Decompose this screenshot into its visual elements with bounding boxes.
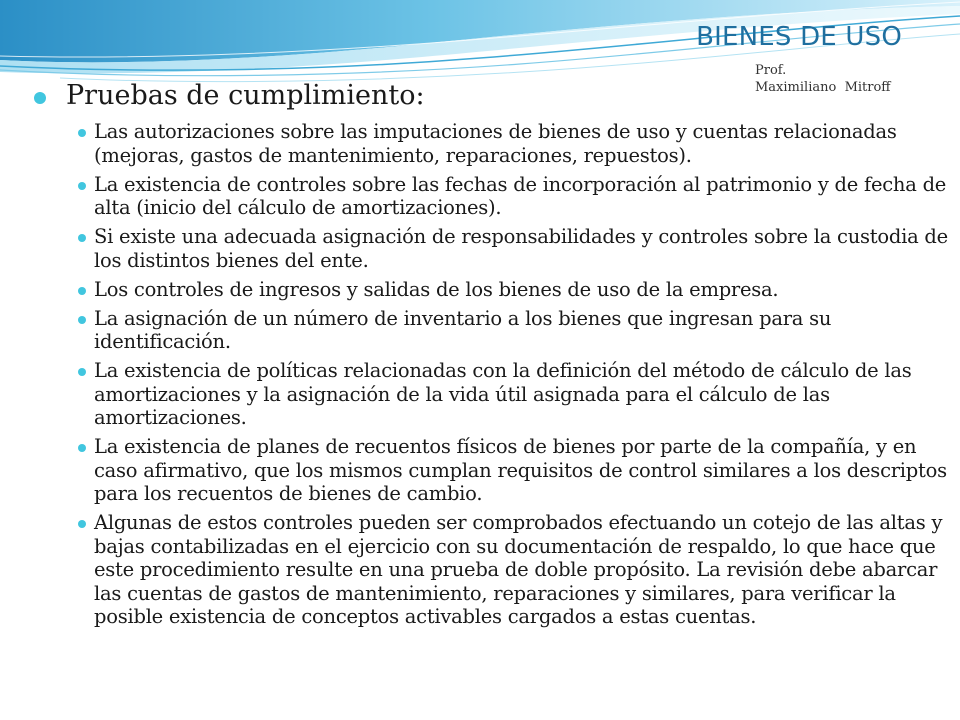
list-item-text: Las autorizaciones sobre las imputaciones de bienes de uso y cuentas relacionadas (mejoras, gastos de mantenimiento, reparaciones, repuestos). — [94, 120, 897, 167]
list-item-text: Algunas de estos controles pueden ser comprobados efectuando un cotejo de las altas y bajas contabilizadas en el ejercicio con su documentación de respaldo, lo que hace que este procedimiento resulte en una prueba de doble propósito. La revisión debe abarcar las cuentas de gastos de mantenimiento, reparaciones y similares, para verificar la posible existencia de conceptos activables cargados a estas cuentas. — [94, 511, 943, 628]
bullet-dot-icon — [78, 444, 86, 452]
list-item — [78, 435, 950, 506]
list-item — [78, 173, 950, 220]
list-item — [78, 359, 950, 430]
author-prefix: Prof. — [755, 63, 787, 78]
list-item-text: Si existe una adecuada asignación de responsabilidades y controles sobre la custodia de los distintos bienes del ente. — [94, 225, 948, 272]
list-item — [78, 307, 950, 354]
bullet-dot-icon — [78, 129, 86, 137]
slide-title: BIENES DE USO — [696, 22, 902, 52]
list-item-text: La asignación de un número de inventario a los bienes que ingresan para su identificación. — [94, 306, 832, 353]
list-item-text: Los controles de ingresos y salidas de los bienes de uso de la empresa. — [94, 277, 779, 301]
list-item-text: La existencia de políticas relacionadas con la definición del método de cálculo de las amortizaciones y la asignación de la vida útil asignada para el cálculo de las amortizaciones. — [94, 359, 912, 429]
bullet-list — [78, 120, 950, 634]
bullet-dot-icon — [34, 92, 46, 104]
list-item-text: La existencia de controles sobre las fechas de incorporación al patrimonio y de fecha de alta (inicio del cálculo de amortizaciones). — [94, 172, 947, 219]
bullet-dot-icon — [78, 234, 86, 242]
list-item — [78, 225, 950, 272]
bullet-dot-icon — [78, 368, 86, 376]
heading-row — [34, 80, 425, 111]
author-name: Maximiliano Mitroff — [755, 79, 891, 95]
section-heading: Pruebas de cumplimiento: — [66, 80, 425, 111]
bullet-dot-icon — [78, 520, 86, 528]
list-item-text: La existencia de planes de recuentos físicos de bienes por parte de la compañía, y en caso afirmativo, que los mismos cumplan requisitos de control similares a los descriptos para los recuentos de bienes de cambio. — [94, 435, 947, 505]
author-block — [755, 63, 891, 97]
bullet-dot-icon — [78, 316, 86, 324]
list-item — [78, 511, 950, 629]
list-item — [78, 278, 950, 302]
bullet-dot-icon — [78, 287, 86, 295]
list-item — [78, 120, 950, 167]
bullet-dot-icon — [78, 182, 86, 190]
